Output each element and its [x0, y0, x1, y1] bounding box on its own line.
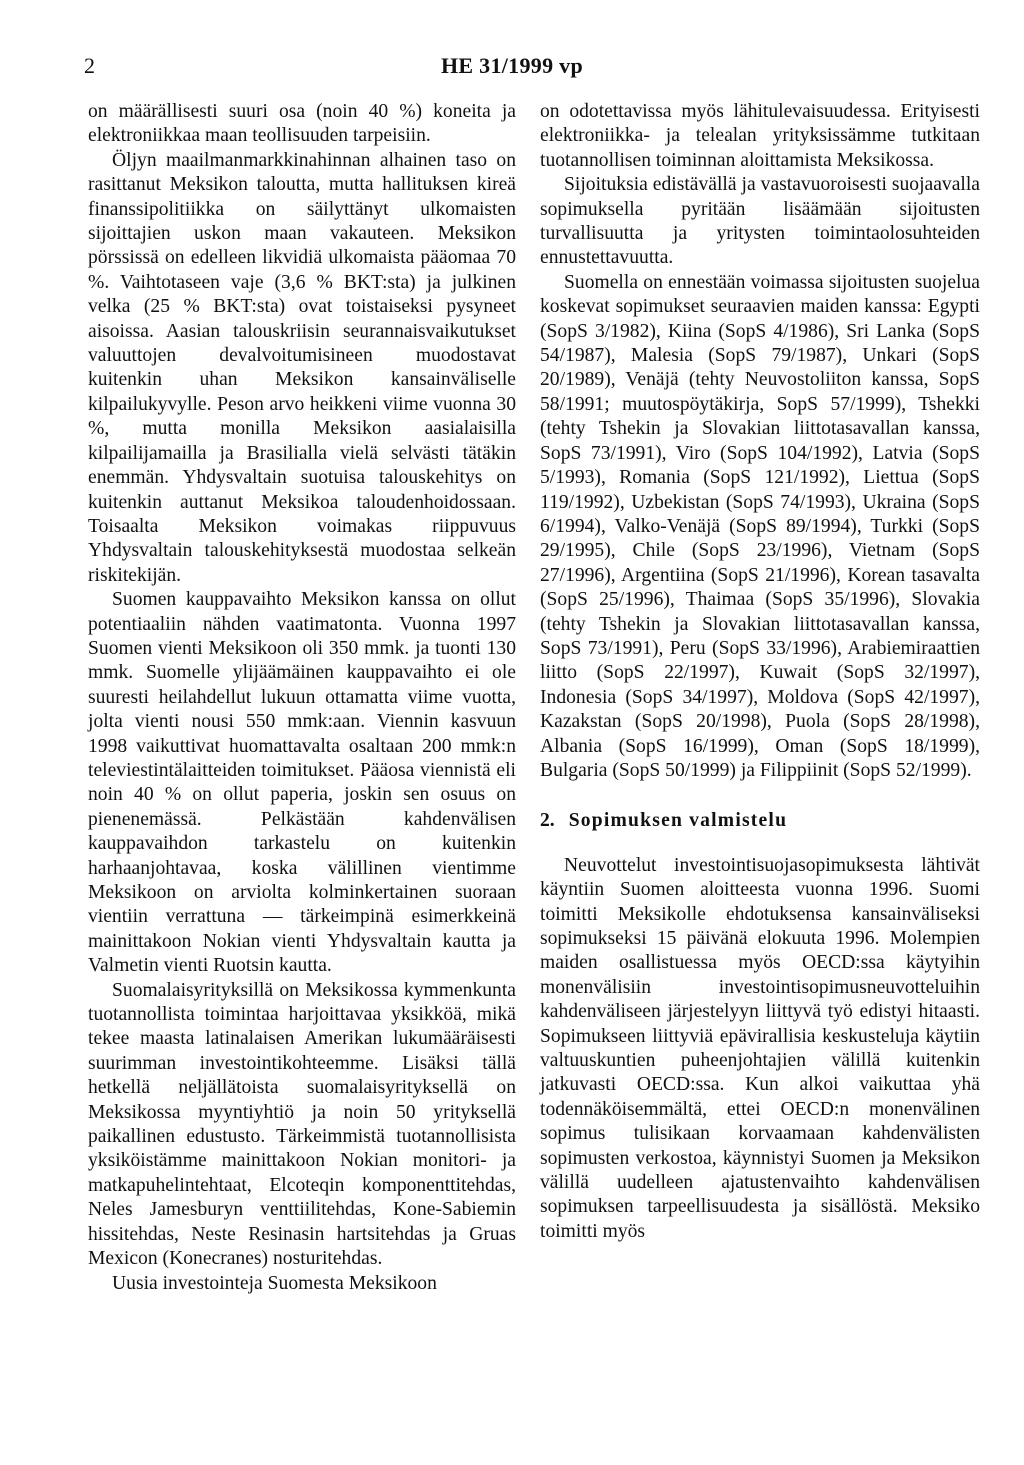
section-heading [540, 809, 980, 833]
paragraph: Sijoituksia edistävällä ja vastavuoroisesti suojaavalla sopimuksella pyritään lisäämään sijoitusten turvallisuutta ja yritysten toimintaolosuhteiden ennustettavuutta. [540, 174, 980, 269]
paragraph: Suomalaisyrityksillä on Meksikossa kymmenkunta tuotannollista toimintaa harjoittavaa yksikköä, mikä tekee maasta latinalaisen Amerikan lukumääräisesti suurimman investointikohteemme. Lisäksi tällä hetkellä neljällätoista suomalaisyrityksellä on Meksikossa myyntiyhtiö ja noin 50 yrityksellä paikallinen edustusto. Tärkeimmistä tuotannollisista yksiköistämme mainittakoon Nokian monitori- ja matkapuhelintehtaat, Elcoteqin komponenttitehdas, Neles Jamesburyn venttiilitehdas, Kone-Sabiemin hissitehdas, Neste Resinasin hartsitehdas ja Gruas Mexicon (Konecranes) nosturitehdas. [88, 979, 516, 1270]
paragraph: Öljyn maailmanmarkkinahinnan alhainen taso on rasittanut Meksikon taloutta, mutta hallituksen kireä finanssipolitiikka on säilyttänyt ulkomaisten sijoittajien uskon maan vakauteen. Meksikon pörssissä on edelleen likvidiä ulkomaista pääomaa 70 %. Vaihtotaseen vaje (3,6 % BKT:sta) ja julkinen velka (25 % BKT:sta) ovat toistaiseksi pysyneet aisoissa. Aasian talouskriisin seurannaisvaikutukset valuuttojen devalvoitumisineen muodostavat kuitenkin uhan Meksikon kansainväliselle kilpailukyvylle. Peson arvo heikkeni viime vuonna 30 %, mutta monilla Meksikon aasialaisilla kilpailijamailla ja Brasilialla vielä selvästi tätäkin enemmän. Yhdysvaltain suotuisa talouskehitys on kuitenkin auttanut Meksikoa taloudenhoidossaan. Toisaalta Meksikon voimakas riippuvuus Yhdysvaltain talouskehityksestä muodostaa selkeän riskitekijän. [88, 149, 516, 586]
paragraph: Uusia investointeja Suomesta Meksikoon [112, 1272, 437, 1294]
paragraph: on määrällisesti suuri osa (noin 40 %) koneita ja elektroniikkaa maan teollisuuden tarpeisiin. [88, 101, 516, 147]
paragraph: Neuvottelut investointisuojasopimuksesta lähtivät käyntiin Suomen aloitteesta vuonna 1996. Suomi toimitti Meksikolle ehdotuksensa kansainväliseksi sopimukseksi 15 päivänä elokuuta 1996. Molempien maiden osallistuessa myös OECD:ssa käytyihin monenvälisiin investointisopimusneuvotteluihin kahdenväliseen järjestelyyn liittyvä työ edistyi hitaasti. Sopimukseen liittyviä epävirallisia keskusteluja käytiin valtuuskuntien puheenjohtajien välillä kuitenkin jatkuvasti OECD:ssa. Kun alkoi vaikuttaa yhä todennäköisemmältä, ettei OECD:n monenvälinen sopimus tulisikaan korvaamaan kahdenvälisten sopimusten verkostoa, käynnistyi Suomen ja Meksikon välillä uudelleen ajatustenvaihto kahdenvälisen sopimuksen tarpeellisuudesta ja sisällöstä. Meksiko toimitti myös [540, 854, 980, 1242]
section-title: Sopimuksen valmistelu [568, 810, 788, 832]
right-column [540, 100, 980, 1244]
paragraph: Suomella on ennestään voimassa sijoitusten suojelua koskevat sopimukset seuraavien maiden kanssa: Egypti (SopS 3/1982), Kiina (SopS 4/1986), Sri Lanka (SopS 54/1987), Malesia (SopS 79/1987), Unkari (SopS 20/1989), Venäjä (tehty Neuvostoliiton kanssa, SopS 58/1991; muutospöytäkirja, SopS 57/1999), Tshekki (tehty Tshekin ja Slovakian liittotasavallan kanssa, SopS 73/1991), Viro (SopS 104/1992), Latvia (SopS 5/1993), Romania (SopS 121/1992), Liettua (SopS 119/1992), Uzbekistan (SopS 74/1993), Ukraina (SopS 6/1994), Valko-Venäjä (SopS 89/1994), Turkki (SopS 29/1995), Chile (SopS 23/1996), Vietnam (SopS 27/1996), Argentiina (SopS 21/1996), Korean tasavalta (SopS 25/1996), Thaimaa (SopS 35/1996), Slovakia (tehty Tshekin ja Slovakian liittotasavallan kanssa, SopS 73/1991), Peru (SopS 33/1996), Arabiemiraattien liitto (SopS 22/1997), Kuwait (SopS 32/1997), Indonesia (SopS 34/1997), Moldova (SopS 42/1997), Kazakstan (SopS 20/1998), Puola (SopS 28/1998), Albania (SopS 16/1999), Oman (SopS 18/1999), Bulgaria (SopS 50/1999) ja Filippiinit (SopS 52/1999). [540, 271, 980, 781]
page-header [0, 46, 1024, 86]
paragraph: on odotettavissa myös lähitulevaisuudessa. Erityisesti elektroniikka- ja telealan yrityksissämme tutkitaan tuotannollisen toiminnan aloittamista Meksikossa. [540, 101, 980, 171]
paragraph: Suomen kauppavaihto Meksikon kanssa on ollut potentiaaliin nähden vaatimatonta. Vuonna 1997 Suomen vienti Meksikoon oli 350 mmk. ja tuonti 130 mmk. Suomelle ylijäämäinen kauppavaihto ei ole suuresti heilahdellut lukuun ottamatta viime vuotta, jolta vienti nousi 550 mmk:aan. Viennin kasvuun 1998 vaikuttivat huomattavalta osaltaan 200 mmk:n televiestintälaitteiden toimitukset. Pääosa viennistä eli noin 40 % on ollut paperia, joskin sen osuus on pienenemässä. Pelkästään kahdenvälisen kauppavaihdon tarkastelu on kuitenkin harhaanjohtavaa, koska välillinen vientimme Meksikoon on arviolta kolminkertainen suoraan vientiin verrattuna — tärkeimpinä esimerkkeinä mainittakoon Nokian vienti Yhdysvaltain kautta ja Valmetin vienti Ruotsin kautta. [88, 589, 516, 977]
running-head: HE 31/1999 vp [440, 53, 584, 78]
section-number: 2. [540, 810, 555, 832]
left-column [88, 100, 516, 1296]
page-number: 2 [84, 53, 95, 78]
